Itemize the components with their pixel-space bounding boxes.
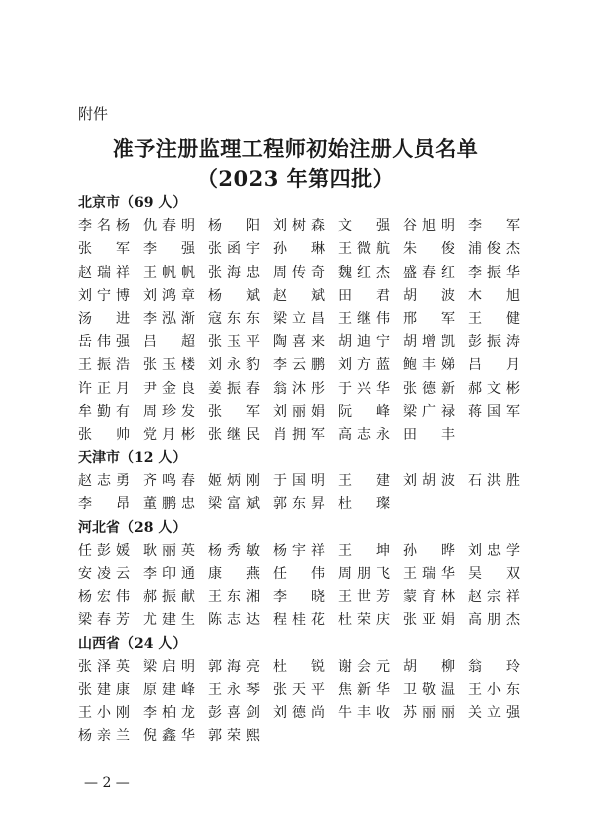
person-name: 肖拥军	[273, 426, 325, 443]
person-name: 王永琴	[208, 681, 260, 698]
person-name: 朱 俊	[403, 241, 455, 258]
person-name: 杨亲兰	[78, 728, 130, 745]
person-name: 李印通	[143, 566, 195, 582]
person-name: 汤 进	[78, 310, 130, 327]
person-name: 焦新华	[338, 681, 390, 698]
names-row	[78, 725, 518, 748]
person-name: 许正月	[78, 380, 130, 397]
person-name: 胡迪宁	[338, 334, 390, 351]
person-name: 赵志勇	[78, 473, 130, 490]
names-row	[78, 679, 518, 702]
person-name: 盛春红	[403, 264, 455, 281]
person-name: 李柏龙	[143, 705, 195, 722]
person-name: 刘鸿章	[143, 287, 195, 304]
person-name: 魏红杰	[338, 264, 390, 281]
person-name: 张 军	[208, 403, 260, 420]
person-name: 王帆帆	[143, 264, 195, 281]
names-row	[78, 563, 518, 586]
person-name: 赵宗祥	[468, 589, 520, 606]
attachment-label: 附件	[78, 105, 109, 123]
person-name: 田 君	[338, 287, 390, 304]
person-name: 吕 超	[143, 334, 195, 351]
person-name: 苏丽丽	[403, 705, 455, 722]
person-name: 梁立昌	[273, 310, 325, 327]
person-name: 王 坤	[338, 542, 390, 559]
person-name: 姜振春	[208, 380, 260, 397]
person-name: 关立强	[468, 705, 520, 722]
names-row	[78, 424, 518, 447]
person-name: 刘树森	[273, 218, 325, 235]
person-name: 刘丽娟	[273, 403, 325, 420]
person-name: 安凌云	[78, 566, 130, 582]
person-name: 陶喜来	[273, 334, 325, 351]
names-row	[78, 540, 518, 563]
names-row	[78, 238, 518, 261]
names-row	[78, 331, 518, 354]
person-name: 谷旭明	[403, 218, 455, 235]
person-name: 董鹏忠	[143, 496, 195, 513]
person-name: 郭海亮	[208, 658, 260, 675]
person-name: 翁沐彤	[273, 380, 325, 397]
person-name: 刘宁博	[78, 287, 130, 304]
person-name: 周朋飞	[338, 566, 390, 582]
person-name: 齐鸣春	[143, 473, 195, 490]
person-name: 梁启明	[143, 658, 195, 675]
person-name: 杨宏伟	[78, 589, 130, 606]
names-row	[78, 586, 518, 609]
person-name: 梁春芳	[78, 612, 130, 629]
names-row	[78, 401, 518, 424]
names-row	[78, 702, 518, 725]
names-row	[78, 470, 518, 493]
person-name: 李 军	[468, 218, 520, 235]
person-name: 谢会元	[338, 658, 390, 675]
section-header: 天津市（12 人）	[78, 450, 187, 467]
person-name: 王 建	[338, 473, 390, 490]
person-name: 牛丰收	[338, 705, 390, 722]
names-row	[78, 656, 518, 679]
person-name: 吕 月	[468, 357, 520, 374]
person-name: 彭喜剑	[208, 705, 260, 722]
person-name: 杜 锐	[273, 658, 325, 675]
person-name: 郝振献	[143, 589, 195, 606]
names-row	[78, 354, 518, 377]
person-name: 杨宇祥	[273, 542, 325, 559]
person-name: 张玉楼	[143, 357, 195, 374]
person-name: 刘忠学	[468, 542, 520, 559]
person-name: 杨秀敏	[208, 542, 260, 559]
person-name: 任 伟	[273, 566, 325, 582]
person-name: 张玉平	[208, 334, 260, 351]
person-name: 党月彬	[143, 426, 195, 443]
person-name: 岳伟强	[78, 334, 130, 351]
person-name: 彭振涛	[468, 334, 520, 351]
person-name: 李 昂	[78, 496, 130, 513]
person-name: 梁富斌	[208, 496, 260, 513]
page-number: — 2 —	[84, 775, 130, 791]
person-name: 赵瑞祥	[78, 264, 130, 281]
person-name: 张继民	[208, 426, 260, 443]
person-name: 耿丽英	[143, 542, 195, 559]
person-name: 王小刚	[78, 705, 130, 722]
person-name: 张函宇	[208, 241, 260, 258]
person-name: 倪鑫华	[143, 728, 195, 745]
person-name: 郭荣熙	[208, 728, 260, 745]
person-name: 王东湘	[208, 589, 260, 606]
person-name: 胡增凯	[403, 334, 455, 351]
person-name: 郭东昇	[273, 496, 325, 513]
person-name: 王瑞华	[403, 566, 455, 582]
person-name: 阮 峰	[338, 403, 390, 420]
person-name: 王继伟	[338, 310, 390, 327]
person-name: 原建峰	[143, 681, 195, 698]
person-name: 蒋国军	[468, 403, 520, 420]
person-name: 姬炳刚	[208, 473, 260, 490]
names-row	[78, 378, 518, 401]
document-subtitle: （2023 年第四批）	[196, 166, 395, 191]
person-name: 刘德尚	[273, 705, 325, 722]
person-name: 陈志达	[208, 612, 260, 629]
person-name: 牟勤有	[78, 403, 130, 420]
person-name: 王 健	[468, 310, 520, 327]
person-name: 周传奇	[273, 264, 325, 281]
person-name: 尤建生	[143, 612, 195, 629]
person-name: 郝文彬	[468, 380, 520, 397]
person-name: 孙 琳	[273, 241, 325, 258]
person-name: 木 旭	[468, 287, 520, 304]
person-name: 杜 璨	[338, 496, 390, 513]
person-name: 胡 柳	[403, 658, 455, 675]
names-row	[78, 262, 518, 285]
person-name: 任彭媛	[78, 542, 130, 559]
person-name: 杨 阳	[208, 218, 260, 235]
person-name: 仇春明	[143, 218, 195, 235]
person-name: 刘永豹	[208, 357, 260, 374]
person-name: 高志永	[338, 426, 390, 443]
person-name: 王小东	[468, 681, 520, 698]
names-row	[78, 215, 518, 238]
person-name: 张 军	[78, 241, 130, 258]
names-row	[78, 493, 518, 516]
section-header: 北京市（69 人）	[78, 195, 187, 211]
person-name: 田 丰	[403, 426, 455, 443]
names-row	[78, 308, 518, 331]
person-name: 于兴华	[338, 380, 390, 397]
person-name: 李振华	[468, 264, 520, 281]
person-name: 杨 斌	[208, 287, 260, 304]
person-name: 张建康	[78, 681, 130, 698]
person-name: 吴 双	[468, 566, 520, 582]
person-name: 蒙育林	[403, 589, 455, 606]
person-name: 张海忠	[208, 264, 260, 281]
person-name: 杜荣庆	[338, 612, 390, 629]
person-name: 刘胡波	[403, 473, 455, 490]
person-name: 鲍丰娣	[403, 357, 455, 374]
person-name: 王世芳	[338, 589, 390, 606]
person-name: 王振浩	[78, 357, 130, 374]
names-row	[78, 609, 518, 632]
person-name: 张德新	[403, 380, 455, 397]
person-name: 张亚娟	[403, 612, 455, 629]
person-name: 浦俊杰	[468, 241, 520, 258]
section-header: 河北省（28 人）	[78, 519, 187, 536]
names-row	[78, 285, 518, 308]
person-name: 邢 军	[403, 310, 455, 327]
person-name: 寇东东	[208, 310, 260, 327]
person-name: 孙 晔	[403, 542, 455, 559]
section-header: 山西省（24 人）	[78, 635, 187, 652]
person-name: 周珍发	[143, 403, 195, 420]
person-name: 翁 玲	[468, 658, 520, 675]
person-name: 李 晓	[273, 589, 325, 606]
person-name: 程桂花	[273, 612, 325, 629]
person-name: 王微航	[338, 241, 390, 258]
person-name: 尹金良	[143, 380, 195, 397]
person-name: 于国明	[273, 473, 325, 490]
person-name: 胡 波	[403, 287, 455, 304]
person-name: 张 帅	[78, 426, 130, 443]
person-name: 李 强	[143, 241, 195, 258]
person-name: 刘方蓝	[338, 357, 390, 374]
name-list	[78, 192, 518, 749]
person-name: 张泽英	[78, 658, 130, 675]
document-title: 准予注册监理工程师初始注册人员名单	[112, 136, 479, 161]
person-name: 卫敬温	[403, 681, 455, 698]
person-name: 李泓渐	[143, 310, 195, 327]
person-name: 梁广禄	[403, 403, 455, 420]
person-name: 康 燕	[208, 566, 260, 582]
person-name: 李云鹏	[273, 357, 325, 374]
person-name: 高朋杰	[468, 612, 520, 629]
person-name: 石洪胜	[468, 473, 520, 490]
person-name: 赵 斌	[273, 287, 325, 304]
person-name: 文 强	[338, 218, 390, 235]
person-name: 张天平	[273, 681, 325, 698]
person-name: 李名杨	[78, 218, 130, 235]
